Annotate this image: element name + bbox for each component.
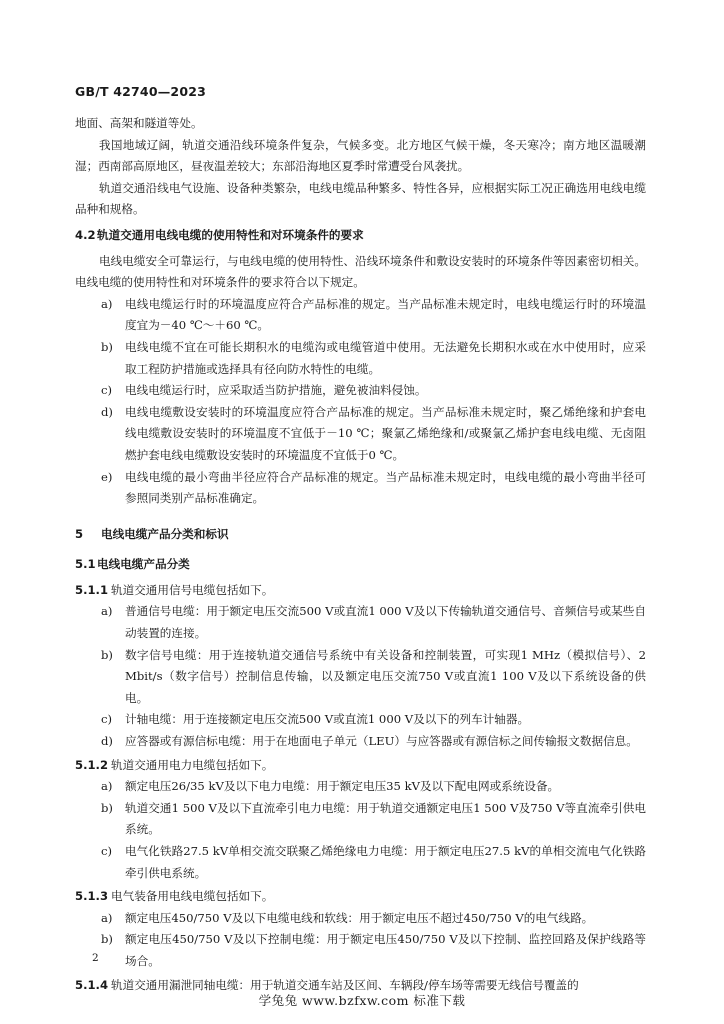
clause-5-1-2 — [75, 755, 646, 777]
list-marker: d) — [101, 734, 113, 749]
list-item — [75, 929, 646, 972]
list-item — [75, 467, 646, 510]
list-item — [75, 337, 646, 380]
body-text — [75, 113, 646, 996]
list-item — [75, 294, 646, 337]
paragraph: 电线电缆安全可靠运行，与电线电缆的使用特性、沿线环境条件和敷设安装时的环境条件等因素密切相关。电线电缆的使用特性和对环境条件的要求符合以下规定。 — [75, 253, 646, 290]
list-item — [75, 645, 646, 710]
list-item-text: 数字信号电缆：用于连接轨道交通信号系统中有关设备和控制装置，可实现1 MHz（模拟信号）、2 Mbit/s（数字信号）控制信息传输，以及额定电压交流750 V或直流1 100 V及以下系统设备的供电。 — [125, 647, 646, 705]
clause-number: 5.1.2 — [75, 757, 109, 772]
list-item-text: 电线电缆的最小弯曲半径应符合产品标准的规定。当产品标准未规定时，电线电缆的最小弯曲半径可参照同类别产品标准确定。 — [125, 469, 646, 506]
list-marker: b) — [101, 932, 113, 947]
list-marker: a) — [101, 910, 113, 925]
list-item — [75, 841, 646, 884]
list-item-text: 电线电缆运行时的环境温度应符合产品标准的规定。当产品标准未规定时，电线电缆运行时的环境温度宜为－40 ℃～＋60 ℃。 — [125, 296, 646, 333]
list-marker: a) — [101, 779, 113, 794]
page-number: 2 — [92, 952, 99, 964]
clause-text: 轨道交通用信号电缆包括如下。 — [111, 582, 274, 597]
list-item — [75, 380, 646, 402]
paragraph: 我国地域辽阔，轨道交通沿线环境条件复杂，气候多变。北方地区气候干燥，冬天寒冷；南方地区温暖潮湿；西南部高原地区，昼夜温差较大；东部沿海地区夏季时常遭受台风袭扰。 — [75, 137, 646, 174]
list-marker: d) — [101, 404, 113, 419]
clause-text: 电气装备用电线电缆包括如下。 — [111, 889, 274, 904]
list-marker: a) — [101, 604, 113, 619]
list-marker: a) — [101, 296, 113, 311]
list-item — [75, 776, 646, 798]
list-item-text: 计轴电缆：用于连接额定电压交流500 V或直流1 000 V及以下的列车计轴器。 — [125, 712, 530, 727]
clause-5-1-3 — [75, 886, 646, 908]
list-item — [75, 601, 646, 644]
section-number: 5.1 — [75, 557, 96, 572]
clause-text: 轨道交通用电力电缆包括如下。 — [111, 757, 274, 772]
section-title: 轨道交通用电线电缆的使用特性和对环境条件的要求 — [97, 227, 364, 242]
list-item — [75, 731, 646, 753]
section-heading-4-2 — [75, 225, 646, 247]
list-item-text: 轨道交通1 500 V及以下直流牵引电力电缆：用于轨道交通额定电压1 500 V及750 V等直流牵引供电系统。 — [125, 800, 646, 837]
list-marker: b) — [101, 339, 113, 354]
watermark-footer: 学兔兔 www.bzfxw.com 标准下载 — [258, 993, 466, 1008]
section-heading-5 — [75, 524, 646, 546]
clause-number: 5.1.4 — [75, 977, 109, 992]
list-marker: b) — [101, 647, 113, 662]
list-item — [75, 798, 646, 841]
list-marker: c) — [101, 383, 113, 398]
list-item-text: 额定电压450/750 V及以下电缆电线和软线：用于额定电压不超过450/750 V的电气线路。 — [125, 910, 594, 925]
list-item-text: 应答器或有源信标电缆：用于在地面电子单元（LEU）与应答器或有源信标之间传输报文数据信息。 — [125, 734, 638, 749]
list-item-text: 电线电缆运行时，应采取适当防护措施，避免被油料侵蚀。 — [125, 383, 427, 398]
list-marker: b) — [101, 800, 113, 815]
list-item-text: 额定电压450/750 V及以下控制电缆：用于额定电压450/750 V及以下控制、监控回路及保护线路等场合。 — [125, 932, 646, 968]
list-item-text: 普通信号电缆：用于额定电压交流500 V或直流1 000 V及以下传输轨道交通信号、音频信号或某些自动装置的连接。 — [125, 604, 646, 641]
section-title: 电线电缆产品分类 — [97, 557, 190, 572]
list-item-text: 电气化铁路27.5 kV单相交流交联聚乙烯绝缘电力电缆：用于额定电压27.5 kV的单相交流电气化铁路牵引供电系统。 — [125, 844, 646, 880]
list-item — [75, 402, 646, 467]
list-marker: e) — [101, 469, 113, 484]
clause-number: 5.1.1 — [75, 582, 109, 597]
list-item-text: 电线电缆不宜在可能长期积水的电缆沟或电缆管道中使用。无法避免长期积水或在水中使用时，应采取工程防护措施或选择具有径向防水特性的电缆。 — [125, 339, 646, 376]
list-marker: c) — [101, 712, 113, 727]
list-item-text: 电线电缆敷设安装时的环境温度应符合产品标准的规定。当产品标准未规定时，聚乙烯绝缘和护套电线电缆敷设安装时的环境温度不宜低于－10 ℃；聚氯乙烯绝缘和/或聚氯乙烯护套电线电缆、无卤阻燃护套电线电缆敷设安装时的环境温度不宜低于0 ℃。 — [125, 404, 646, 462]
paragraph: 轨道交通沿线电气设施、设备种类繁杂，电线电缆品种繁多、特性各异，应根据实际工况正确选用电线电缆品种和规格。 — [75, 180, 646, 217]
standard-number: GB/T 42740—2023 — [75, 84, 207, 99]
clause-text: 轨道交通用漏泄同轴电缆：用于轨道交通车站及区间、车辆段/停车场等需要无线信号覆盖的 — [111, 977, 579, 992]
list-marker: c) — [101, 844, 113, 858]
clause-number: 5.1.3 — [75, 889, 109, 904]
section-number: 4.2 — [75, 227, 96, 242]
section-title: 电线电缆产品分类和标识 — [101, 526, 229, 541]
list-item-text: 额定电压26/35 kV及以下电力电缆：用于额定电压35 kV及以下配电网或系统设备。 — [125, 779, 560, 794]
section-number: 5 — [75, 526, 84, 541]
list-item — [75, 709, 646, 731]
paragraph: 地面、高架和隧道等处。 — [75, 116, 203, 130]
list-item — [75, 908, 646, 930]
section-heading-5-1 — [75, 554, 646, 576]
clause-5-1-1 — [75, 580, 646, 602]
